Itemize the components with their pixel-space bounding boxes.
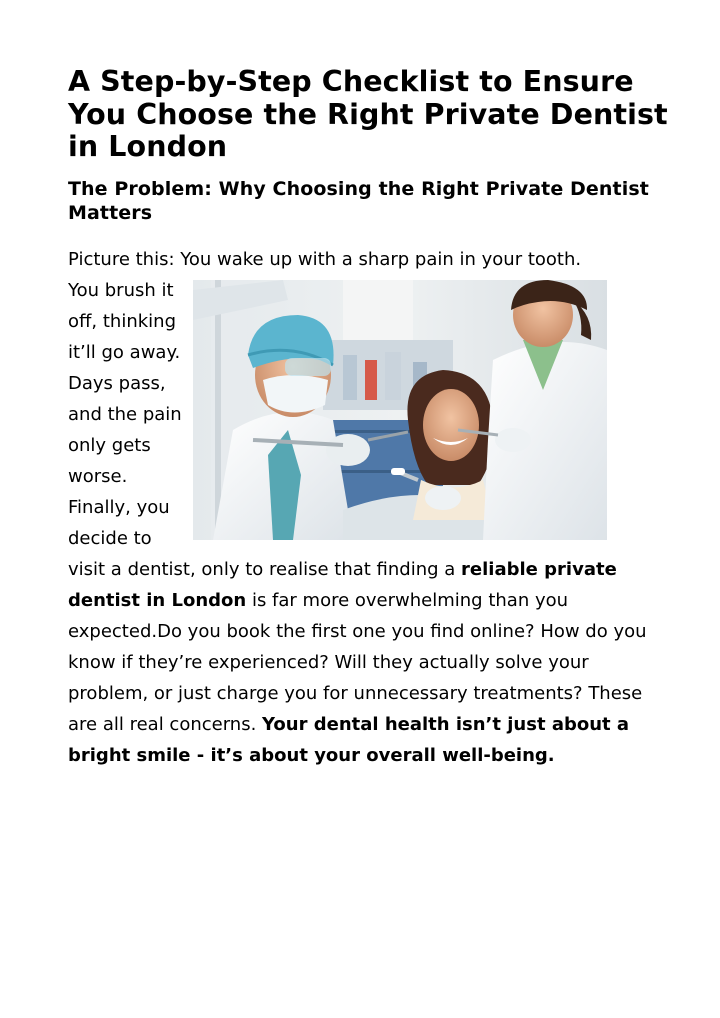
- article: [68, 66, 668, 771]
- bold-phrase: reliable private dentist in London: [68, 558, 617, 611]
- article-body: [68, 244, 668, 771]
- closing-statement: Your dental health isn’t just about a bright smile - it’s about your overall well-being.: [68, 713, 630, 766]
- wrap-text: You brush it off, thinking it’ll go away. Days pass, and the pain only gets worse. Finally, you decide to: [68, 279, 182, 549]
- continuation-text: is far more overwhelming than you expected.Do you book the first one you find online? How do you know if they’re experienced? Will they actually solve your problem, or just charge you for unnecessary treatments? These are all real concerns.: [68, 589, 647, 735]
- section-heading: The Problem: Why Choosing the Right Private Dentist Matters: [68, 177, 649, 224]
- visit-text: visit a dentist, only to realise that finding a: [68, 558, 462, 580]
- page-title: A Step-by-Step Checklist to Ensure You Choose the Right Private Dentist in London: [68, 65, 668, 163]
- intro-line: Picture this: You wake up with a sharp pain in your tooth.: [68, 248, 582, 270]
- dental-exam-photo: [193, 280, 607, 540]
